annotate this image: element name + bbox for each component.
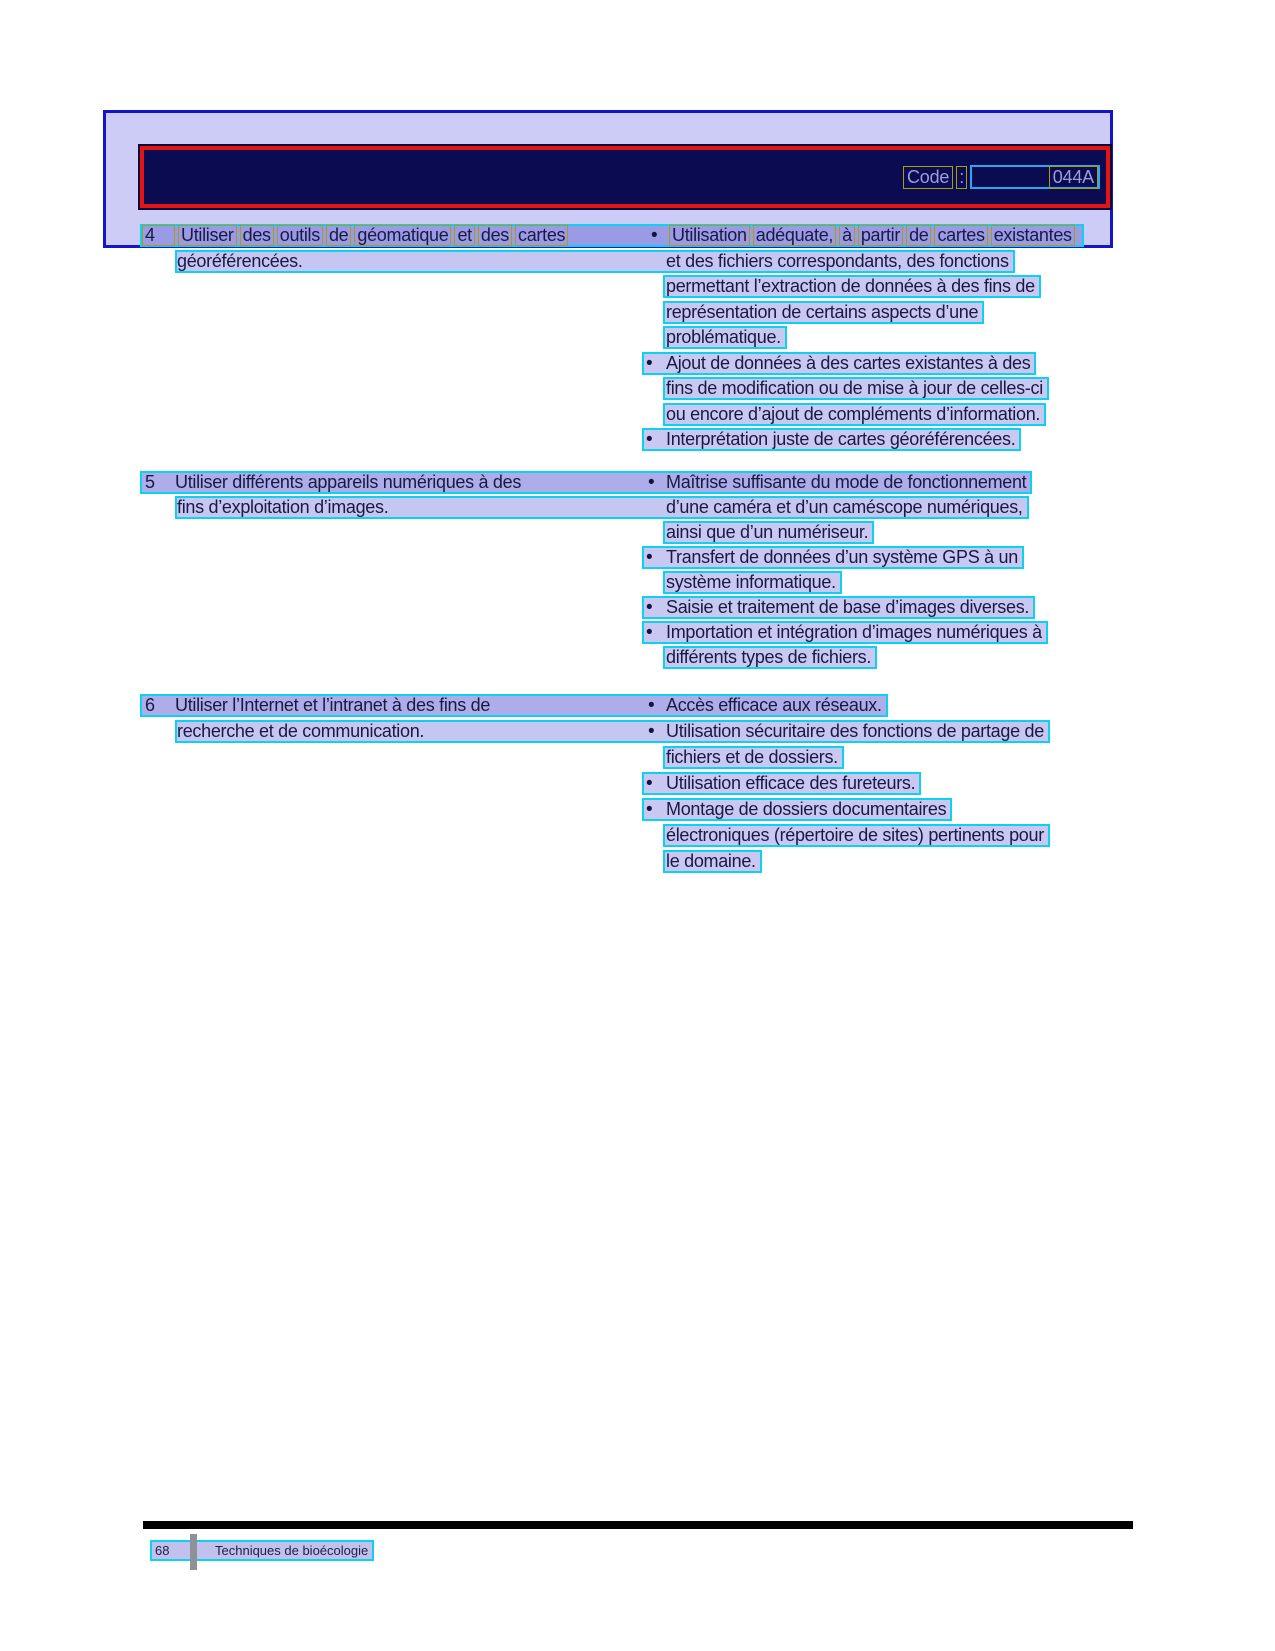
criterion-line: fins de modification ou de mise à jour de celles-ci	[666, 378, 1043, 398]
page-number: 68	[155, 1543, 170, 1558]
row-first-line-bar	[140, 694, 888, 717]
criterion-line: problématique.	[666, 327, 781, 347]
criterion-line-box	[663, 571, 842, 594]
criterion-line	[669, 225, 1078, 246]
objective-line: fins d’exploitation d’images.	[177, 497, 389, 517]
row-number: 6	[145, 695, 155, 715]
criterion-line: Montage de dossiers documentaires	[666, 799, 947, 819]
bullet-icon: •	[648, 721, 655, 742]
bullet-icon: •	[646, 429, 653, 450]
criterion-line: d’une caméra et d’un caméscope numériques,	[666, 497, 1023, 517]
word-box: existantes	[991, 225, 1075, 246]
bullet-icon: •	[648, 695, 655, 716]
word-box: des	[240, 225, 274, 246]
criterion-line-box	[642, 546, 1024, 569]
word-box: outils	[277, 225, 323, 246]
criterion-line: ainsi que d’un numériseur.	[666, 522, 869, 542]
criterion-line-box	[663, 403, 1046, 426]
row-second-line-bar	[175, 496, 1029, 519]
criterion-line-box	[642, 798, 952, 821]
bullet-icon: •	[646, 773, 653, 794]
criterion-line: Ajout de données à des cartes existantes à des	[666, 353, 1031, 373]
word-box: partir	[858, 225, 903, 246]
code-label: Code	[903, 166, 953, 189]
word-box: Utiliser	[178, 225, 237, 246]
criterion-line: Maîtrise suffisante du mode de fonctionnement	[666, 472, 1027, 492]
criterion-line: fichiers et de dossiers.	[666, 747, 838, 767]
criterion-line-box	[663, 746, 844, 769]
row-first-line-bar	[140, 471, 1032, 494]
criterion-line: système informatique.	[666, 572, 836, 592]
bullet-icon: •	[646, 622, 653, 643]
word-box: de	[326, 225, 351, 246]
objective-line: Utiliser différents appareils numériques à des	[175, 472, 522, 492]
word-box: adéquate,	[753, 225, 836, 246]
criterion-line: Accès efficace aux réseaux.	[666, 695, 882, 715]
word-box: cartes	[515, 225, 568, 246]
criterion-line-box	[642, 428, 1021, 451]
criterion-line-box	[642, 621, 1048, 644]
objective-line: géoréférencées.	[177, 250, 303, 271]
row-number: 5	[145, 472, 155, 492]
objective-line: recherche et de communication.	[177, 721, 425, 741]
bullet-icon: •	[646, 597, 653, 618]
document-title: Techniques de bioécologie	[215, 1543, 369, 1558]
word-box: géomatique	[354, 225, 451, 246]
criterion-line-box	[663, 521, 874, 544]
objective-line: Utiliser l’Internet et l’intranet à des fins de	[175, 695, 491, 715]
word-box: Utilisation	[669, 225, 750, 246]
bullet-icon: •	[646, 799, 653, 820]
row-second-line-bar	[175, 720, 1050, 743]
criterion-line: Importation et intégration d’images numériques à	[666, 622, 1042, 642]
criterion-line: Interprétation juste de cartes géoréférencées.	[666, 429, 1016, 449]
bullet-icon: •	[651, 225, 658, 246]
criterion-line-box	[663, 275, 1041, 298]
criterion-line: ou encore d’ajout de compléments d’information.	[666, 404, 1041, 424]
criterion-line: permettant l’extraction de données à des fins de	[666, 276, 1035, 296]
criterion-line-box	[642, 596, 1035, 619]
bullet-icon: •	[646, 547, 653, 568]
code-value: 044A	[1049, 166, 1098, 189]
criterion-line: représentation de certains aspects d’une	[666, 302, 979, 322]
bullet-icon: •	[648, 472, 655, 493]
criterion-line-box	[663, 377, 1049, 400]
objective-line	[178, 225, 651, 246]
criterion-line: Transfert de données d’un système GPS à un	[666, 547, 1018, 567]
criterion-line-box	[663, 646, 877, 669]
criterion-line: différents types de fichiers.	[666, 647, 872, 667]
row-number: 4	[142, 225, 175, 246]
criterion-line: et des fichiers correspondants, des fonctions	[666, 250, 1009, 271]
criterion-line-box	[663, 850, 762, 873]
word-box: et	[454, 225, 474, 246]
criterion-line: Saisie et traitement de base d’images diverses.	[666, 597, 1030, 617]
word-box: de	[906, 225, 931, 246]
row-second-line-bar	[175, 250, 1015, 273]
criterion-line-box	[642, 352, 1036, 375]
criterion-line-box	[642, 772, 921, 795]
bullet-icon: •	[646, 353, 653, 374]
criterion-line-box	[663, 824, 1050, 847]
code-colon: :	[956, 166, 967, 189]
word-box: cartes	[934, 225, 987, 246]
row-first-line-bar	[140, 224, 1084, 247]
criterion-line-box	[663, 326, 787, 349]
word-box: des	[478, 225, 512, 246]
criterion-line: le domaine.	[666, 851, 756, 871]
criterion-line: Utilisation sécuritaire des fonctions de partage de	[666, 721, 1044, 741]
criterion-line-box	[663, 301, 984, 324]
criterion-line: électroniques (répertoire de sites) pertinents pour	[666, 825, 1044, 845]
word-box: à	[839, 225, 855, 246]
criterion-line: Utilisation efficace des fureteurs.	[666, 773, 916, 793]
